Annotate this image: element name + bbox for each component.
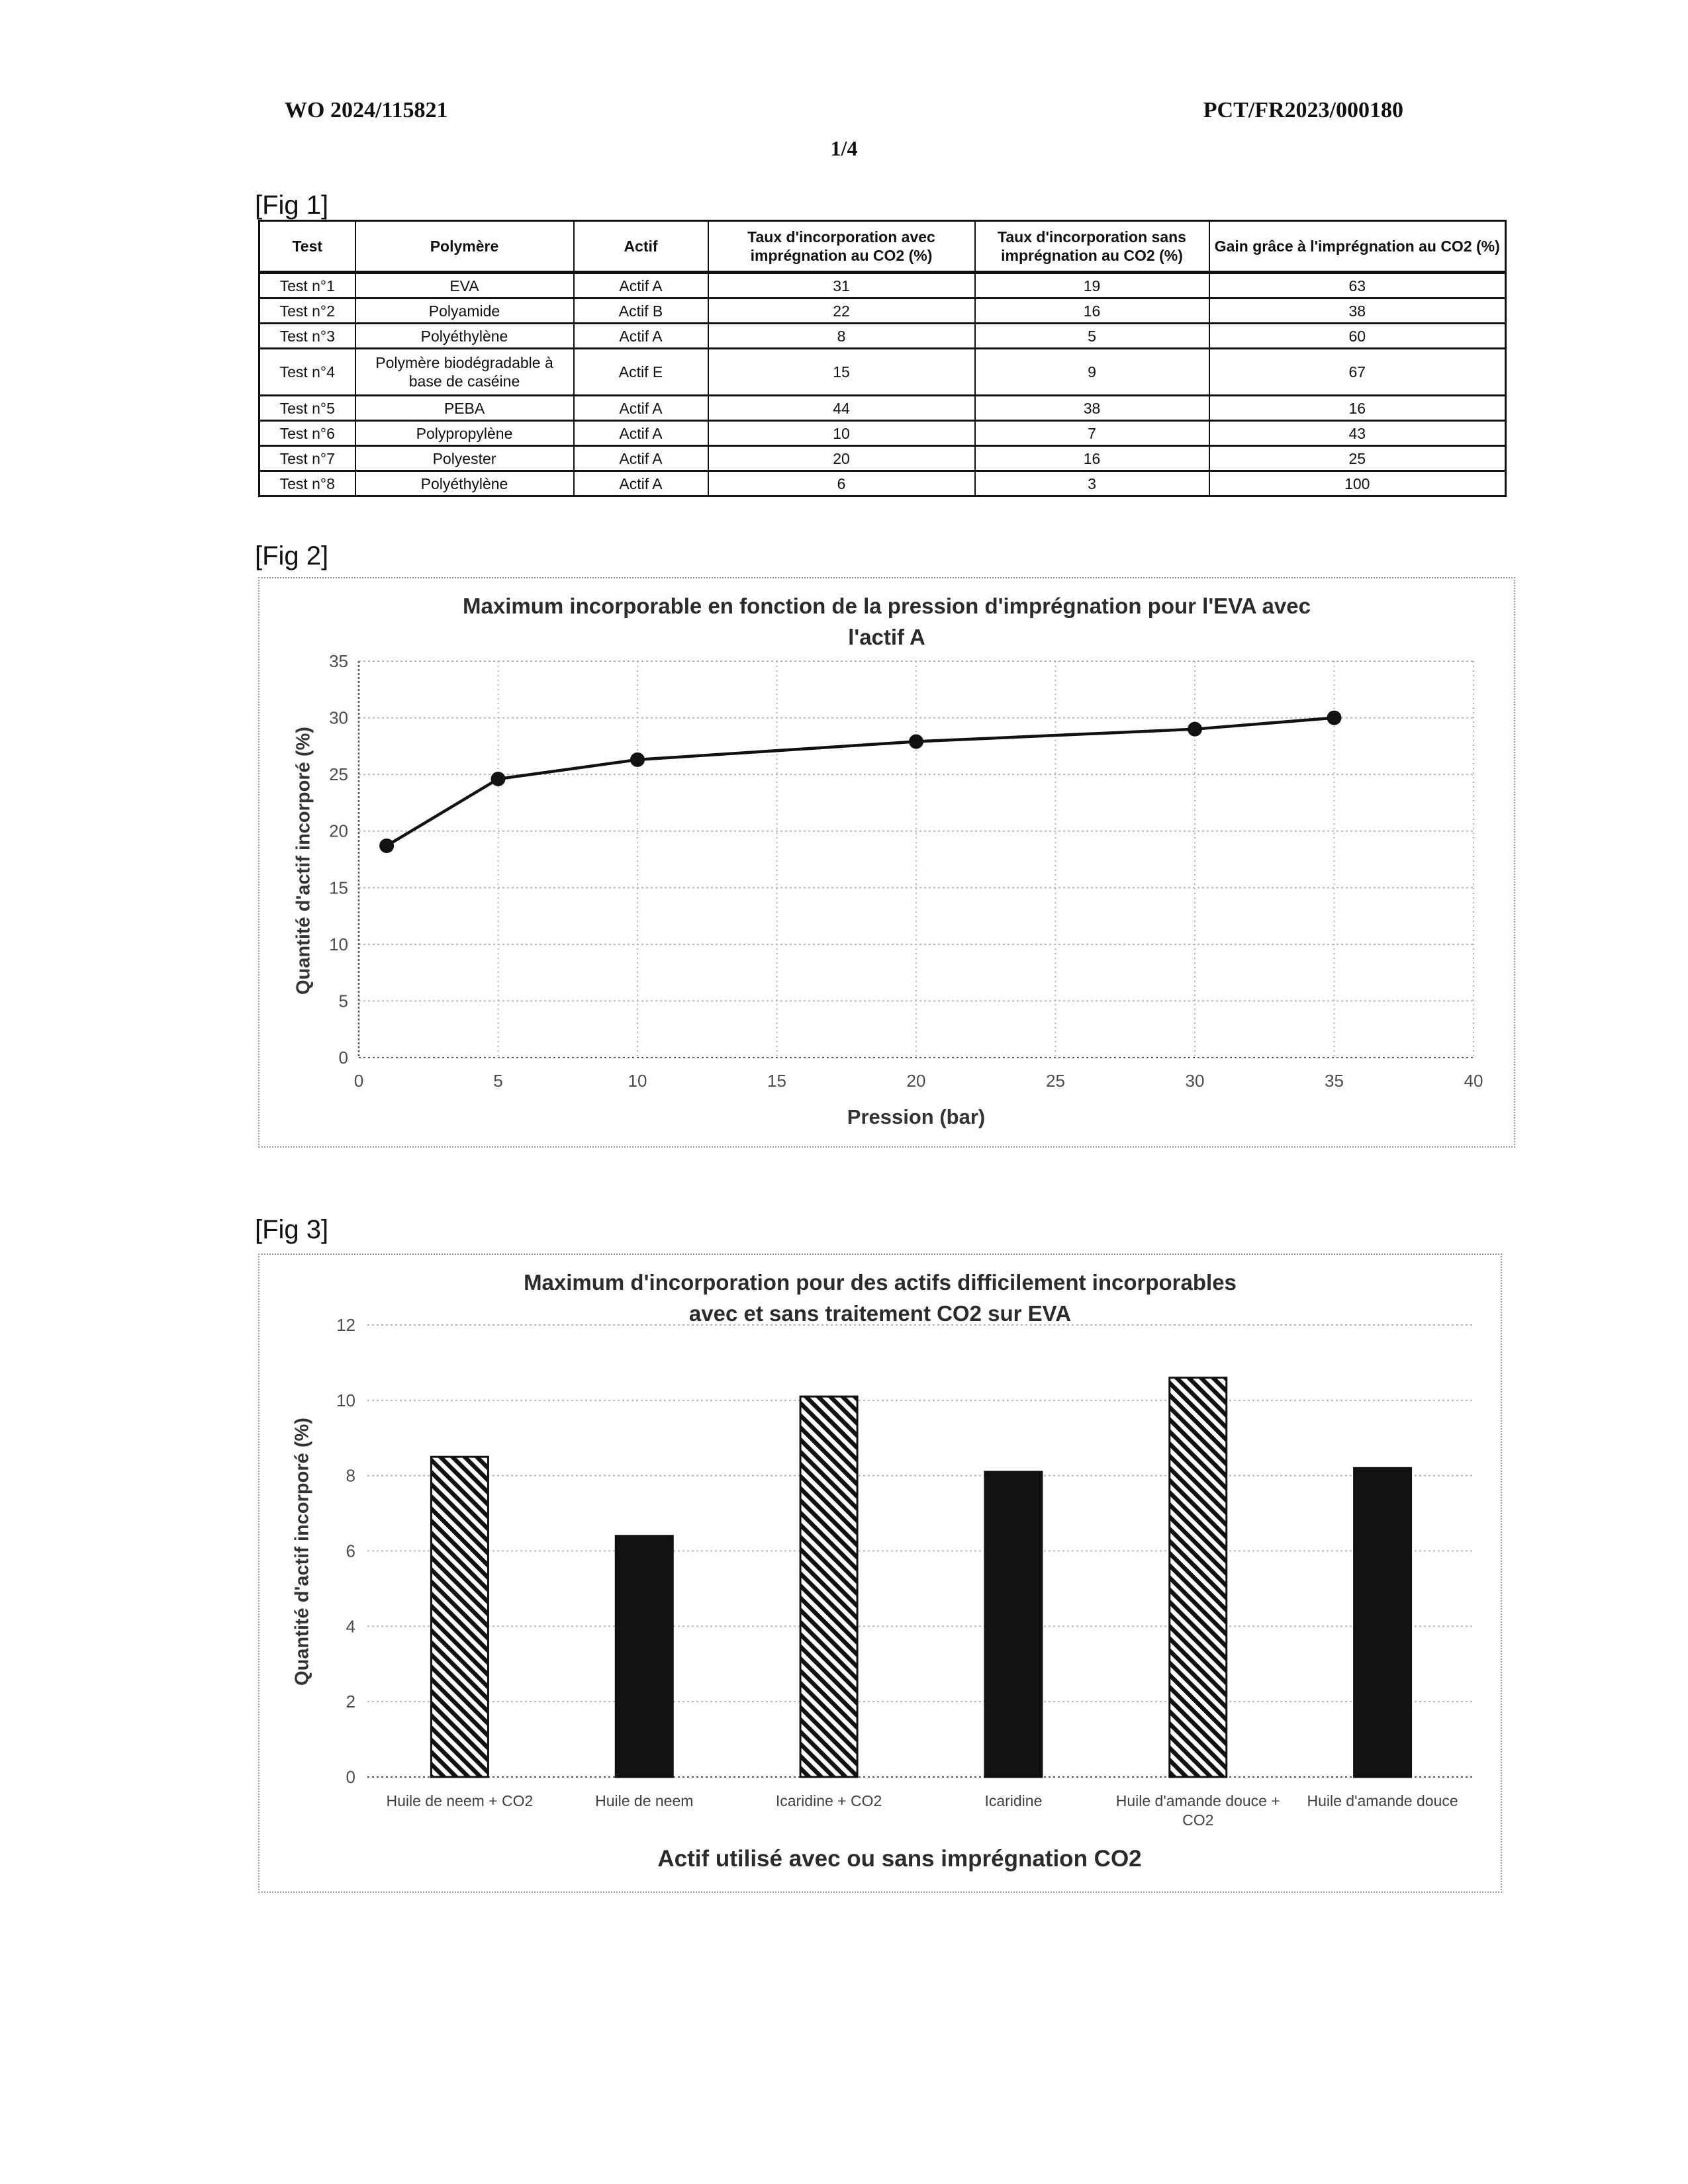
table-cell: 20: [708, 446, 975, 471]
fig2-label: [Fig 2]: [255, 541, 329, 570]
bar-with-co2: [431, 1457, 488, 1777]
y-tick-label: 0: [338, 1048, 348, 1068]
table-cell: Polyamide: [355, 298, 574, 324]
data-point: [909, 735, 923, 749]
column-header: Taux d'incorporation avec imprégnation au CO2 (%): [708, 221, 975, 273]
table-cell: 10: [708, 421, 975, 446]
table-cell: Actif A: [574, 446, 708, 471]
fig3-x-axis-title: Actif utilisé avec ou sans imprégnation CO2: [657, 1846, 1142, 1872]
category-label: Huile d'amande douce + CO2: [1115, 1792, 1280, 1829]
table-cell: Test n°7: [259, 446, 355, 471]
bar-without-co2: [616, 1536, 673, 1777]
x-tick-label: 30: [1185, 1071, 1205, 1091]
category-label: Icaridine: [984, 1792, 1043, 1809]
y-tick-label: 8: [346, 1465, 355, 1486]
table-cell: Polyéthylène: [355, 471, 574, 496]
table-cell: 25: [1209, 446, 1506, 471]
x-tick-label: 25: [1046, 1071, 1065, 1091]
table-cell: Test n°3: [259, 324, 355, 349]
column-header: Taux d'incorporation sans imprégnation au CO2 (%): [975, 221, 1209, 273]
y-tick-label: 4: [346, 1616, 355, 1637]
category-label: Huile d'amande douce: [1307, 1792, 1458, 1809]
table-row: [259, 324, 1506, 349]
table-cell: 7: [975, 421, 1209, 446]
table-header-row: [259, 221, 1506, 273]
bar-with-co2: [800, 1396, 857, 1777]
table-cell: Test n°5: [259, 396, 355, 421]
table-cell: Actif A: [574, 471, 708, 496]
data-point: [379, 839, 394, 853]
table-cell: 19: [975, 273, 1209, 298]
table-cell: 16: [975, 298, 1209, 324]
table-cell: 63: [1209, 273, 1506, 298]
table-cell: 22: [708, 298, 975, 324]
table-cell: Polyéthylène: [355, 324, 574, 349]
fig3-y-axis-title: Quantité d'actif incorporé (%): [291, 1418, 313, 1686]
table-cell: Actif E: [574, 349, 708, 396]
x-tick-label: 15: [767, 1071, 786, 1091]
table-cell: 6: [708, 471, 975, 496]
data-point: [1327, 711, 1342, 725]
fig2-x-axis-title: Pression (bar): [847, 1105, 986, 1128]
fig2-title-line1: Maximum incorporable en fonction de la pression d'imprégnation pour l'EVA avec: [463, 594, 1311, 618]
page-header: [285, 98, 1403, 127]
y-tick-label: 10: [336, 1390, 355, 1410]
fig1-results-table: [258, 220, 1507, 497]
table-cell: Test n°6: [259, 421, 355, 446]
fig2-title-line2: l'actif A: [848, 625, 925, 649]
table-cell: 31: [708, 273, 975, 298]
y-tick-label: 30: [329, 707, 348, 728]
fig3-label: [Fig 3]: [255, 1215, 329, 1244]
table-cell: Actif B: [574, 298, 708, 324]
table-cell: 100: [1209, 471, 1506, 496]
table-row: [259, 396, 1506, 421]
table-row: [259, 273, 1506, 298]
bar-with-co2: [1170, 1378, 1227, 1777]
table-row: [259, 421, 1506, 446]
table-cell: EVA: [355, 273, 574, 298]
column-header: Polymère: [355, 221, 574, 273]
x-tick-label: 20: [906, 1071, 926, 1091]
table-cell: Polypropylène: [355, 421, 574, 446]
y-tick-label: 10: [329, 934, 348, 954]
table-cell: Test n°4: [259, 349, 355, 396]
table-row: [259, 349, 1506, 396]
x-tick-label: 35: [1325, 1071, 1344, 1091]
table-cell: 16: [975, 446, 1209, 471]
y-tick-label: 2: [346, 1692, 355, 1712]
table-cell: Actif A: [574, 273, 708, 298]
y-tick-label: 35: [329, 651, 348, 671]
x-tick-label: 10: [628, 1071, 647, 1091]
sheet-number: 1/4: [830, 136, 858, 160]
y-tick-label: 0: [346, 1767, 355, 1787]
x-tick-label: 0: [353, 1071, 364, 1091]
bar-without-co2: [1354, 1468, 1411, 1777]
y-tick-label: 25: [329, 764, 348, 785]
publication-number: WO 2024/115821: [285, 98, 448, 122]
y-tick-label: 6: [346, 1541, 355, 1561]
fig3-title-line1: Maximum d'incorporation pour des actifs difficilement incorporables: [524, 1270, 1237, 1295]
table-cell: Polyester: [355, 446, 574, 471]
table-cell: 15: [708, 349, 975, 396]
fig2-line-chart: [258, 577, 1515, 1148]
y-tick-label: 12: [336, 1315, 355, 1335]
table-cell: Polymère biodégradable à base de caséine: [355, 349, 574, 396]
table-cell: 60: [1209, 324, 1506, 349]
fig2-y-axis-title: Quantité d'actif incorporé (%): [293, 727, 314, 995]
table-cell: 3: [975, 471, 1209, 496]
table-cell: 5: [975, 324, 1209, 349]
table-cell: 44: [708, 396, 975, 421]
data-line: [387, 718, 1334, 846]
table-cell: Actif A: [574, 421, 708, 446]
fig3-title-line2: avec et sans traitement CO2 sur EVA: [688, 1301, 1072, 1326]
table-cell: 38: [1209, 298, 1506, 324]
x-tick-label: 5: [493, 1071, 503, 1091]
table-cell: Test n°8: [259, 471, 355, 496]
category-label: Huile de neem: [595, 1792, 694, 1809]
table-cell: Actif A: [574, 396, 708, 421]
y-tick-label: 15: [329, 878, 348, 898]
y-tick-label: 5: [338, 991, 348, 1011]
column-header: Test: [259, 221, 355, 273]
table-row: [259, 298, 1506, 324]
table-cell: Test n°2: [259, 298, 355, 324]
table-cell: 16: [1209, 396, 1506, 421]
column-header: Actif: [574, 221, 708, 273]
table-row: [259, 446, 1506, 471]
data-point: [630, 752, 645, 767]
category-label: Icaridine + CO2: [775, 1792, 882, 1809]
bar-without-co2: [985, 1472, 1042, 1777]
table-cell: Test n°1: [259, 273, 355, 298]
table-cell: 67: [1209, 349, 1506, 396]
table-row: [259, 471, 1506, 496]
data-point: [491, 772, 506, 786]
y-tick-label: 20: [329, 821, 348, 841]
fig2-plot-area: [259, 578, 1514, 1146]
table-cell: 8: [708, 324, 975, 349]
table-cell: PEBA: [355, 396, 574, 421]
category-label: Huile de neem + CO2: [386, 1792, 534, 1809]
table-cell: Actif A: [574, 324, 708, 349]
table-cell: 43: [1209, 421, 1506, 446]
table-cell: 38: [975, 396, 1209, 421]
application-number: PCT/FR2023/000180: [1203, 98, 1403, 122]
fig3-bar-chart: [258, 1253, 1502, 1893]
data-point: [1188, 722, 1202, 737]
x-tick-label: 40: [1464, 1071, 1483, 1091]
column-header: Gain grâce à l'imprégnation au CO2 (%): [1209, 221, 1506, 273]
table-cell: 9: [975, 349, 1209, 396]
fig1-label: [Fig 1]: [255, 191, 329, 220]
